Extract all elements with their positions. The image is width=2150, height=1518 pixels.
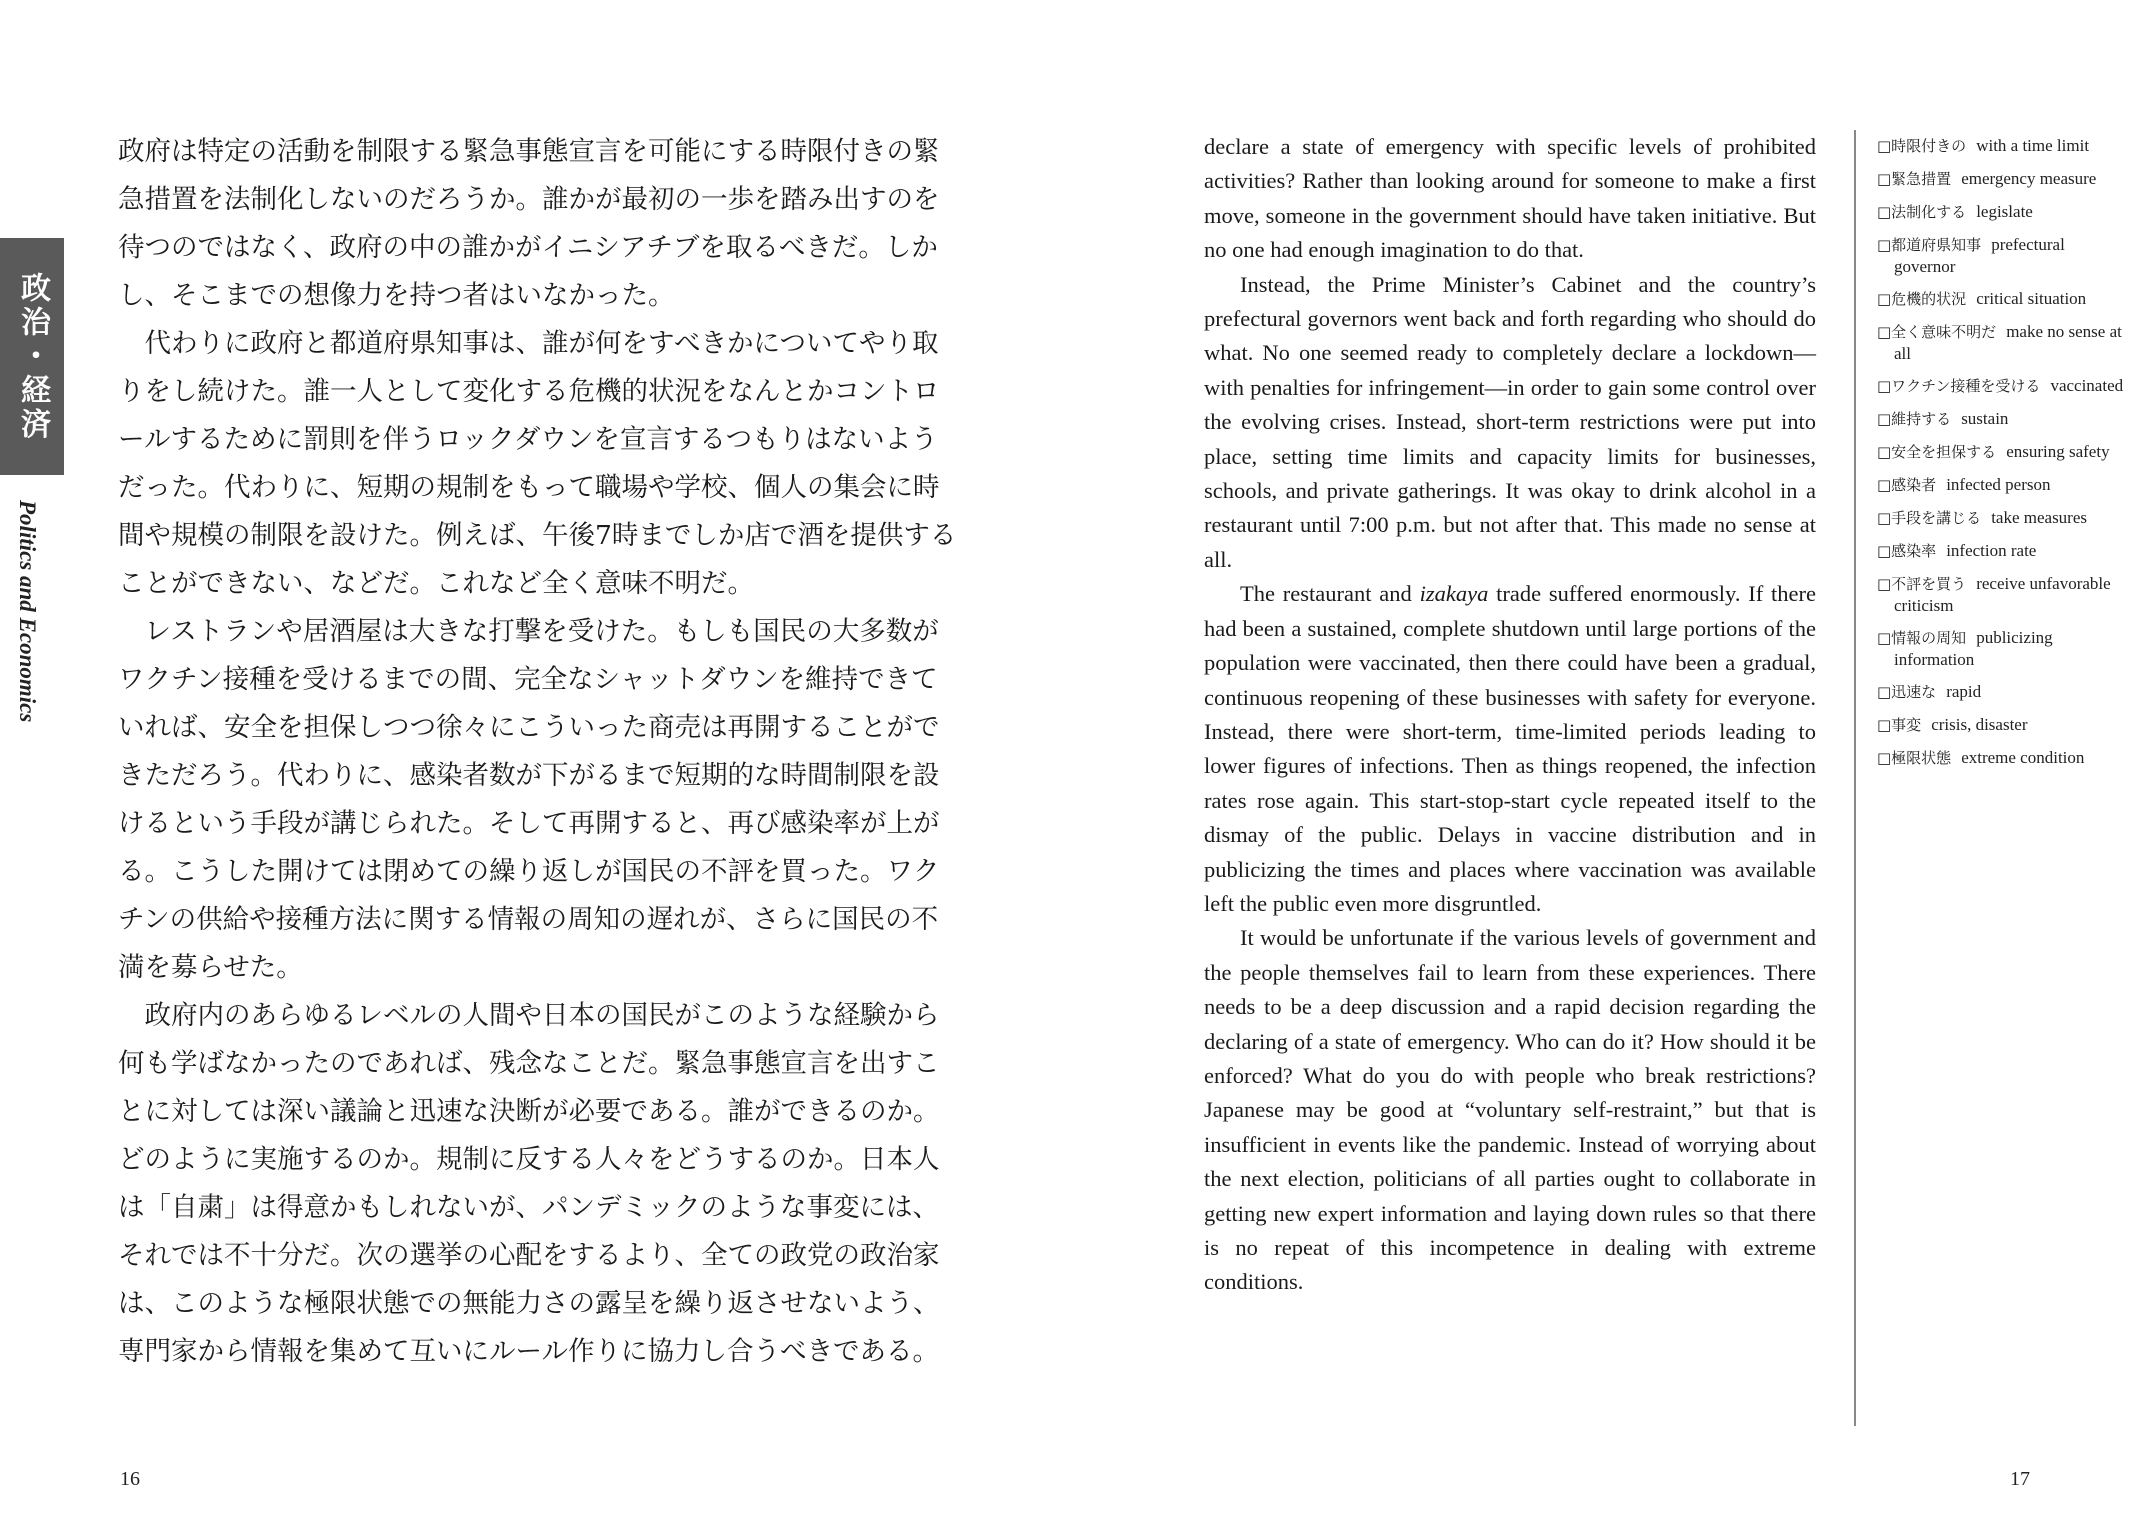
vocab-definition: infection rate (1946, 541, 2037, 560)
vocab-definition: receive unfavorable criticism (1894, 574, 2111, 615)
vocab-term: □情報の周知 (1877, 629, 1967, 647)
english-text-column (1204, 130, 1816, 1300)
vocab-item (1877, 507, 2127, 529)
jp-paragraph-4: 政府内のあらゆるレベルの人間や日本の国民がこのような経験から何も学ばなかったのであれば、残念なことだ。緊急事態宣言を出すことに対しては深い議論と迅速な決断が必要である。誰ができるのか。どのように実施するのか。規制に反する人々をどうするのか。日本人は「自粛」は得意かもしれないが、パンデミックのような事変には、それでは不十分だ。次の選挙の心配をするより、全ての政党の政治家は、このような極限状態での無能力さの露呈を繰り返させないよう、専門家から情報を集めて互いにルール作りに協力し合うべきである。 (118, 1000, 940, 1367)
jp-paragraph-1: 政府は特定の活動を制限する緊急事態宣言を可能にする時限付きの緊急措置を法制化しないのだろうか。誰かが最初の一歩を踏み出すのを待つのではなく、政府の中の誰かがイニシアチブを取るべきだ。しかし、そこまでの想像力を持つ者はいなかった。 (118, 136, 940, 311)
vocab-definition: infected person (1946, 475, 2051, 494)
en-paragraph-3-italic: izakaya (1419, 581, 1489, 607)
vocab-definition: ensuring safety (2006, 442, 2110, 461)
en-paragraph-1: declare a state of emergency with specific levels of prohibited activities? Rather than looking around for someone to make a first move, someone in the government should have taken initiative. But no one had enough imagination to do that. (1204, 134, 1816, 263)
vocab-term: □感染率 (1877, 542, 1937, 560)
vocab-item (1877, 288, 2127, 310)
section-label (14, 500, 54, 740)
vocab-definition: emergency measure (1961, 169, 2097, 188)
en-paragraph-3-start: The restaurant and (1240, 581, 1420, 607)
vocab-definition: with a time limit (1976, 136, 2090, 155)
jp-paragraph-3: レストランや居酒屋は大きな打撃を受けた。もしも国民の大多数がワクチン接種を受けるまでの間、完全なシャットダウンを維持できていれば、安全を担保しつつ徐々にこういった商売は再開することができただろう。代わりに、感染者数が下がるまで短期的な時間制限を設けるという手段が講じられた。そして再開すると、再び感染率が上がる。こうした開けては閉めての繰り返しが国民の不評を買った。ワクチンの供給や接種方法に関する情報の周知の遅れが、さらに国民の不満を募らせた。 (118, 616, 940, 983)
vocab-definition: make no sense at all (1894, 322, 2122, 363)
vocab-item (1877, 408, 2127, 430)
jp-paragraph-2: 代わりに政府と都道府県知事は、誰が何をすべきかについてやり取りをし続けた。誰一人として変化する危機的状況をなんとかコントロールするために罰則を伴うロックダウンを宣言するつもりはないようだった。代わりに、短期の規制をもって職場や学校、個人の集会に時間や規模の制限を設けた。例えば、午後7時までしか店で酒を提供することができない、などだ。これなど全く意味不明だ。 (118, 328, 957, 599)
vocab-item (1877, 681, 2127, 703)
section-tab (0, 238, 64, 475)
vocab-term: □法制化する (1877, 203, 1967, 221)
en-paragraph-2: Instead, the Prime Minister’s Cabinet and the country’s prefectural governors went back and forth regarding who should do what. No one seemed ready to completely declare a lockdown—with penalties for infringement—in order to gain some control over the evolving crises. Instead, short-term restrictions were put into place, setting time limits and capacity limits for businesses, schools, and private gatherings. It was okay to drink alcohol in a restaurant until 7:00 p.m. but not after that. This made no sense at all. (1204, 271, 1816, 572)
japanese-text-column (118, 128, 964, 1376)
vocab-term: □緊急措置 (1877, 170, 1952, 188)
vocab-term: □全く意味不明だ (1877, 323, 1997, 341)
vocab-term: □都道府県知事 (1877, 236, 1982, 254)
vocabulary-list (1877, 135, 2127, 780)
vocab-item (1877, 474, 2127, 496)
vocab-definition: sustain (1961, 409, 2009, 428)
vocab-item (1877, 441, 2127, 463)
vocab-term: □事変 (1877, 716, 1922, 734)
en-paragraph-3-rest: trade suffered enormously. If there had been a sustained, complete shutdown until large portions of the population were vaccinated, then there could have been a gradual, continuous reopening of these businesses with safety for everyone. Instead, there were short-term, time-limited periods leading to lower figures of infections. Then as things reopened, the infection rates rose again. This start-stop-start cycle repeated itself to the dismay of the public. Delays in vaccine distribution and in publicizing the times and places where vaccination was available left the public even more disgruntled. (1204, 581, 1817, 916)
vocab-term: □極限状態 (1877, 749, 1952, 767)
vocab-term: □危機的状況 (1877, 290, 1967, 308)
section-tab-label: 政治・経済 (15, 271, 50, 442)
vocab-item (1877, 168, 2127, 190)
vocab-definition: vaccinated (2050, 376, 2124, 395)
vocab-definition: take measures (1991, 508, 2088, 527)
page-number-left: 16 (120, 1468, 140, 1490)
vocab-definition: extreme condition (1961, 748, 2085, 767)
vocab-item (1877, 201, 2127, 223)
vocab-definition: rapid (1946, 682, 1982, 701)
vocab-item (1877, 573, 2127, 616)
vocab-definition: legislate (1976, 202, 2033, 221)
vocab-item (1877, 540, 2127, 562)
vocab-term: □ワクチン接種を受ける (1877, 377, 2041, 395)
en-paragraph-4: It would be unfortunate if the various levels of government and the people themselves fail to learn from these experiences. There needs to be a deep discussion and a rapid decision regarding the declaring of a state of emergency. Who can do it? How should it be enforced? What do you do with people who break restrictions? Japanese may be good at “voluntary self-restraint,” but that is insufficient in events like the pandemic. Instead of worrying about the next election, politicians of all parties ought to collaborate in getting new expert information and laying down rules so that there is no repeat of this incompetence in dealing with extreme conditions. (1204, 925, 1816, 1295)
vocab-definition: publicizing information (1894, 628, 2053, 669)
vocab-item (1877, 234, 2127, 277)
vocab-term: □感染者 (1877, 476, 1937, 494)
vocab-item (1877, 135, 2127, 157)
vocab-term: □安全を担保する (1877, 443, 1997, 461)
vocab-term: □迅速な (1877, 683, 1937, 701)
en-paragraph-3 (1204, 577, 1816, 921)
section-label-text: Politics and Economics (15, 500, 40, 723)
page-number-right: 17 (2010, 1468, 2030, 1490)
vocab-definition: crisis, disaster (1931, 715, 2028, 734)
vocab-definition: critical situation (1976, 289, 2087, 308)
vocab-divider (1854, 130, 1856, 1426)
vocab-term: □不評を買う (1877, 575, 1967, 593)
vocab-item (1877, 321, 2127, 364)
vocab-item (1877, 375, 2127, 397)
vocab-item (1877, 627, 2127, 670)
vocab-term: □手段を講じる (1877, 509, 1982, 527)
vocab-item (1877, 747, 2127, 769)
vocab-term: □維持する (1877, 410, 1952, 428)
vocab-definition: prefectural governor (1894, 235, 2065, 276)
vocab-item (1877, 714, 2127, 736)
vocab-term: □時限付きの (1877, 137, 1967, 155)
